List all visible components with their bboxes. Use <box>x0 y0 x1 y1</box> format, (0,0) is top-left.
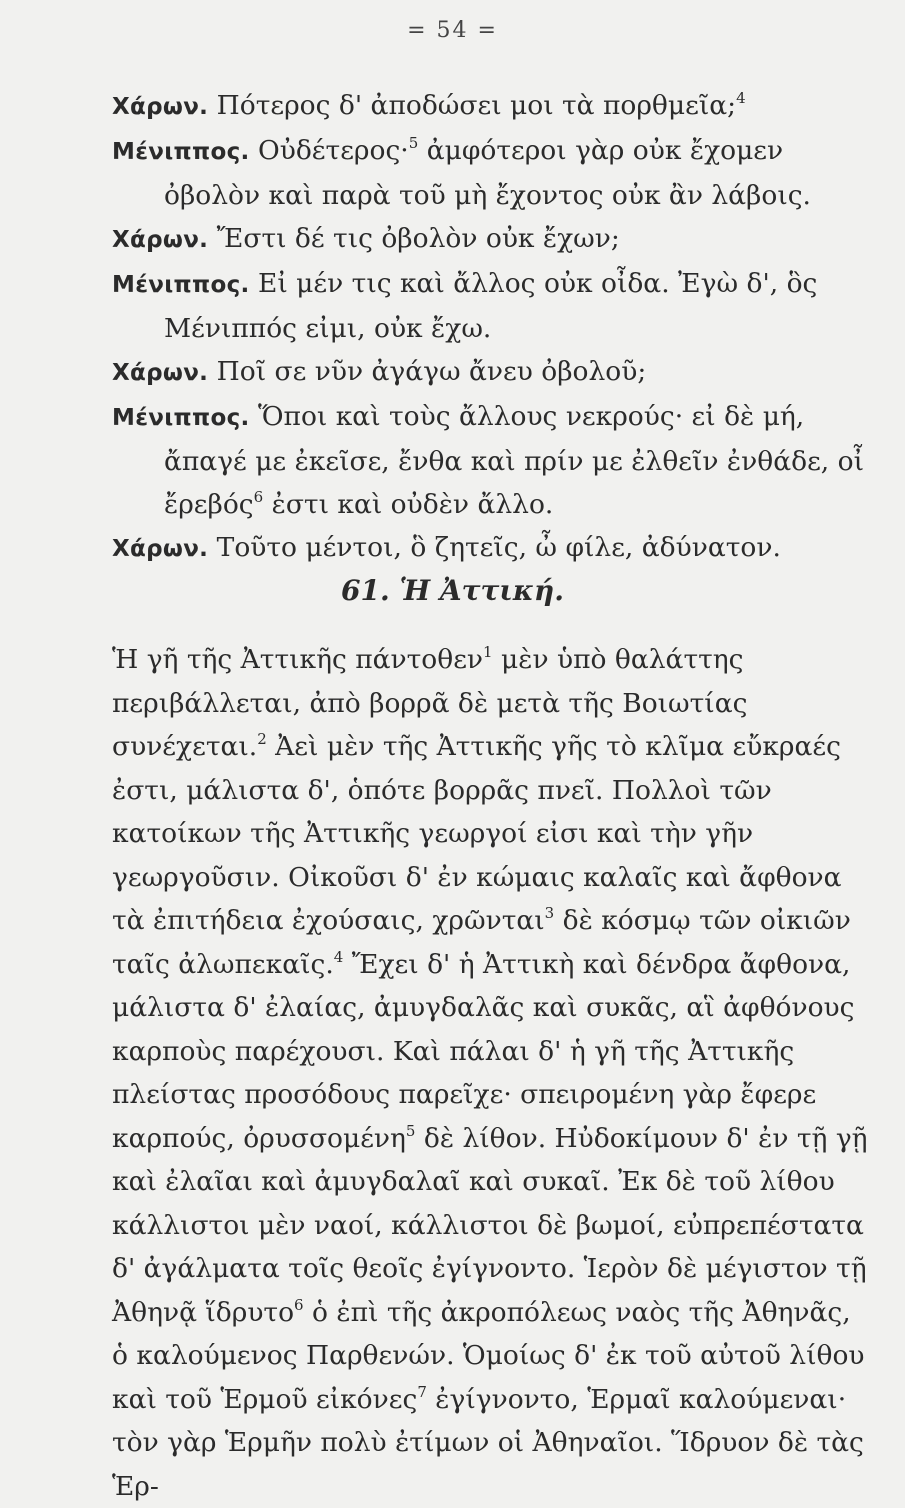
text-run: δὲ κόσμῳ τῶν οἰκιῶν ταῖς ἀλωπεκαῖς. <box>112 905 851 980</box>
dialogue-turn <box>112 395 872 526</box>
speech-text: ἐστι καὶ οὐδὲν ἄλλο. <box>263 489 554 520</box>
speaker-name: Χάρων. <box>112 360 209 386</box>
dialogue-turn <box>112 217 872 262</box>
speaker-name: Μένιππος. <box>112 139 250 165</box>
footnote-marker: 6 <box>253 488 264 506</box>
speech-text: Τοῦτο μέντοι, ὃ ζητεῖς, ὦ φίλε, ἀδύνατον. <box>216 532 781 563</box>
speech-text: Οὐδέτερος· <box>258 135 409 166</box>
footnote-marker: 6 <box>294 1295 304 1314</box>
footnote-marker: 4 <box>736 89 746 107</box>
dialogue-turn <box>112 84 872 129</box>
text-run: μὲν ὑπὸ θαλάττης περιβάλλεται, ἀπὸ βορρᾶ δὲ μετὰ τῆς Βοιωτίας συνέχεται. <box>112 644 748 762</box>
dialogue-turn <box>112 262 872 350</box>
footnote-marker: 2 <box>257 730 267 748</box>
page-number: = 54 = <box>407 18 498 43</box>
footnote-marker: 1 <box>483 643 493 661</box>
text-run: Ἔχει δ' ἡ Ἀττικὴ καὶ δένδρα ἄφθονα, μάλιστα δ' ἐλαίας, ἀμυγδαλᾶς καὶ συκᾶς, αἳ ἀφθόνους καρποὺς παρέχουσι. Καὶ πάλαι δ' ἡ γῆ τῆς Ἀττικῆς πλείστας προσόδους παρεῖχε· σπειρομένη γὰρ ἔφερε καρπούς, ὀρυσσομένη <box>112 948 855 1154</box>
text-run: ὁ ἐπὶ τῆς ἀκροπόλεως ναὸς τῆς Ἀθηνᾶς, ὁ καλούμενος Παρθενών. Ὁμοίως δ' ἐκ τοῦ αὐτοῦ λίθου καὶ τοῦ Ἑρμοῦ εἰκόνες <box>112 1296 865 1415</box>
speech-text: Ποῖ σε νῦν ἀγάγω ἄνευ ὀβολοῦ; <box>216 356 647 387</box>
dialogue-turn <box>112 129 872 217</box>
text-run: δὲ λίθον. Ηὐδοκίμουν δ' ἐν τῇ γῇ καὶ ἐλαῖαι καὶ ἀμυγδαλαῖ καὶ συκαῖ. Ἐκ δὲ τοῦ λίθου κάλλιστοι μὲν ναοί, κάλλιστοι δὲ βωμοί, εὐπρεπέστατα δ' ἀγάλματα τοῖς θεοῖς ἐγίγνοντο. Ἱερὸν δὲ μέγιστον τῇ Ἀθηνᾷ ἵδρυτο <box>112 1122 868 1328</box>
text-run: ἐγίγνοντο, Ἑρμαῖ καλούμεναι· τὸν γὰρ Ἑρμῆν πολὺ ἐτίμων οἱ Ἀθηναῖοι. Ἵδρυον δὲ τὰς Ἑρ- <box>112 1383 864 1502</box>
speaker-name: Χάρων. <box>112 227 209 253</box>
body-text <box>112 638 874 1508</box>
speaker-name: Μένιππος. <box>112 405 250 431</box>
section-heading: 61. Ἡ Ἀττική. <box>341 574 564 607</box>
speech-text: Εἰ μέν τις καὶ ἄλλος οὐκ οἶδα. Ἐγὼ δ', ὃς Μένιππός εἰμι, οὐκ ἔχω. <box>164 268 818 344</box>
paragraph <box>112 638 874 1508</box>
speaker-name: Χάρων. <box>112 536 209 562</box>
dialogue <box>112 84 872 571</box>
dialogue-turn <box>112 350 872 395</box>
footnote-marker: 3 <box>544 904 555 922</box>
footnote-marker: 7 <box>417 1382 427 1401</box>
speech-text: Ὅποι καὶ τοὺς ἄλλους νεκρούς· εἰ δὲ μή, ἄπαγέ με ἐκεῖσε, ἔνθα καὶ πρίν με ἐλθεῖν ἐνθάδε, οἶ ἔρεβός <box>164 401 864 520</box>
dialogue-turn <box>112 526 872 571</box>
text-run: Ἡ γῆ τῆς Ἀττικῆς πάντοθεν <box>112 644 484 675</box>
speech-text: ἀμφότεροι γὰρ οὐκ ἔχομεν ὀβολὸν καὶ παρὰ τοῦ μὴ ἔχοντος οὐκ ἂν λάβοις. <box>164 135 811 211</box>
footnote-marker: 5 <box>405 1121 416 1140</box>
speech-text: Πότερος δ' ἀποδώσει μοι τὰ πορθμεῖα; <box>216 90 737 121</box>
footnote-marker: 5 <box>408 134 419 152</box>
text-run: Ἀεὶ μὲν τῆς Ἀττικῆς γῆς τὸ κλῖμα εὔκραές ἐστι, μάλιστα δ', ὁπότε βορρᾶς πνεῖ. Πολλοὶ τῶν κατοίκων τῆς Ἀττικῆς γεωργοί εἰσι καὶ τὴν γῆν γεωργοῦσιν. Οἰκοῦσι δ' ἐν κώμαις καλαῖς καὶ ἄφθονα τὰ ἐπιτήδεια ἐχούσαις, χρῶνται <box>112 731 842 936</box>
speaker-name: Χάρων. <box>112 94 209 120</box>
speaker-name: Μένιππος. <box>112 272 250 298</box>
footnote-marker: 4 <box>333 947 344 966</box>
speech-text: Ἔστι δέ τις ὀβολὸν οὐκ ἔχων; <box>216 223 620 254</box>
